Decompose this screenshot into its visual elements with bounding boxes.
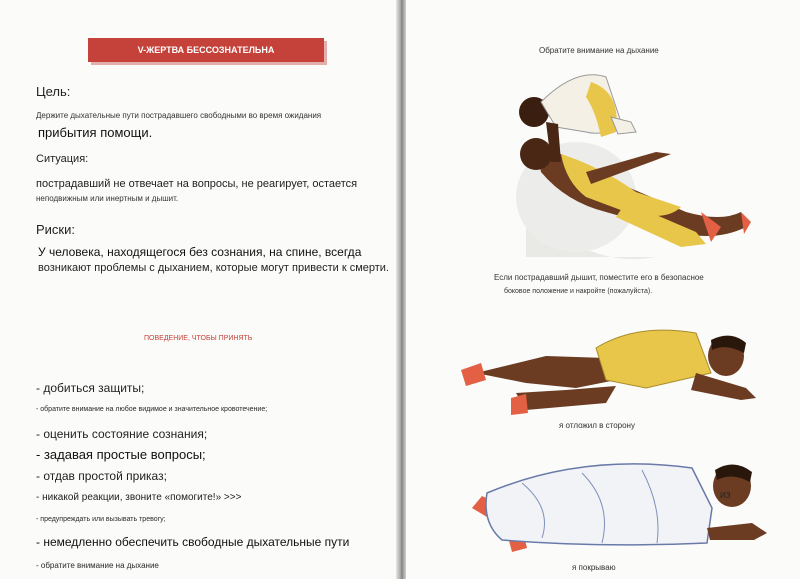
situation-text-line2: неподвижным или инертным и дышит. xyxy=(36,194,179,203)
caption-safe-position-line1: Если пострадавший дышит, поместите его в безопасное xyxy=(494,273,704,282)
caption-check-breathing: Обратите внимание на дыхание xyxy=(539,46,659,55)
section-banner: V-ЖЕРТВА БЕССОЗНАТЕЛЬНА xyxy=(88,38,324,62)
caption-safe-position-line2: боковое положение и накройте (пожалуйста). xyxy=(504,288,653,295)
situation-heading: Ситуация: xyxy=(36,153,89,165)
caption-side-position: я отложил в сторону xyxy=(559,421,635,430)
recovery-position-illustration xyxy=(456,318,776,418)
caption-cover: я покрываю xyxy=(572,563,616,572)
step-item: - обратите внимание на дыхание xyxy=(36,561,159,570)
goal-text-line2: прибытия помощи. xyxy=(38,125,153,140)
step-item: - отдав простой приказ; xyxy=(36,469,167,483)
situation-text-line1: пострадавший не отвечает на вопросы, не реагирует, остается xyxy=(36,178,358,190)
check-breathing-illustration xyxy=(506,62,766,262)
risks-heading: Риски: xyxy=(36,222,75,237)
step-item: - оценить состояние сознания; xyxy=(36,427,208,441)
step-item: - предупреждать или вызывать тревогу; xyxy=(36,516,166,523)
step-item: - добиться защиты; xyxy=(36,381,145,395)
goal-text-line1: Держите дыхательные пути пострадавшего свободными во время ожидания xyxy=(36,111,322,120)
step-item: - обратите внимание на любое видимое и значительное кровотечение; xyxy=(36,406,268,413)
cover-victim-illustration xyxy=(462,448,782,558)
step-item: - немедленно обеспечить свободные дыхательные пути xyxy=(36,535,350,549)
step-item: - никакой реакции, звоните «помогите!» >>> xyxy=(36,492,242,503)
right-page xyxy=(406,0,800,579)
blanket-label: ИЗ xyxy=(720,491,731,500)
goal-heading: Цель: xyxy=(36,84,71,99)
risks-text-line1: У человека, находящегося без сознания, на спине, всегда xyxy=(38,245,362,259)
behavior-heading: ПОВЕДЕНИЕ, ЧТОБЫ ПРИНЯТЬ xyxy=(144,335,253,342)
risks-text-line2: возникают проблемы с дыханием, которые могут привести к смерти. xyxy=(38,262,389,274)
left-page xyxy=(0,0,398,579)
step-item: - задавая простые вопросы; xyxy=(36,447,206,462)
